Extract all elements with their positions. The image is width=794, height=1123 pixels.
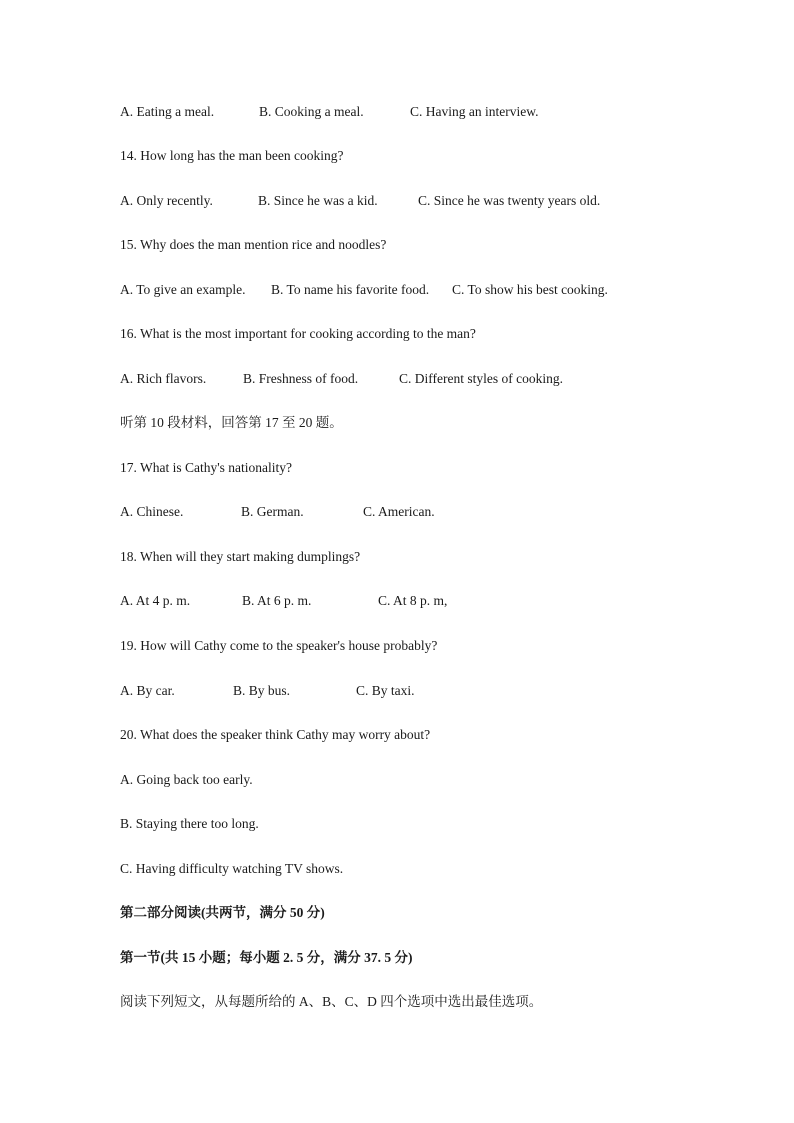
q18-option-a: A. At 4 p. m.: [120, 593, 191, 608]
q14-option-a: A. Only recently.: [120, 193, 213, 208]
q19-option-a: A. By car.: [120, 683, 175, 698]
q16-question: 16. What is the most important for cooking according to the man?: [120, 326, 476, 341]
q15-option-a: A. To give an example.: [120, 282, 246, 297]
q20-option-a: A. Going back too early.: [120, 772, 253, 787]
q17-option-a: A. Chinese.: [120, 504, 184, 519]
q19-option-c: C. By taxi.: [356, 683, 415, 698]
q15-question: 15. Why does the man mention rice and noodles?: [120, 237, 387, 252]
q17-option-b: B. German.: [241, 504, 304, 519]
q14-option-c: C. Since he was twenty years old.: [418, 193, 601, 208]
q19-question: 19. How will Cathy come to the speaker's house probably?: [120, 638, 438, 653]
q20-question: 20. What does the speaker think Cathy may worry about?: [120, 727, 431, 742]
q19-option-b: B. By bus.: [233, 683, 291, 698]
q15-option-b: B. To name his favorite food.: [271, 282, 430, 297]
q18-option-c: C. At 8 p. m,: [378, 593, 448, 608]
q13-option-c: C. Having an interview.: [410, 104, 539, 119]
reading-instruction: 阅读下列短文，从每题所给的 A、B、C、D 四个选项中选出最佳选项。: [120, 994, 543, 1009]
q13-option-b: B. Cooking a meal.: [259, 104, 364, 119]
section-10-instruction: 听第 10 段材料，回答第 17 至 20 题。: [120, 415, 343, 430]
section-1-heading: 第一节(共 15 小题；每小题 2. 5 分，满分 37. 5 分): [120, 950, 413, 965]
q16-option-a: A. Rich flavors.: [120, 371, 207, 386]
q17-option-c: C. American.: [363, 504, 435, 519]
q18-option-b: B. At 6 p. m.: [242, 593, 312, 608]
q16-option-c: C. Different styles of cooking.: [399, 371, 563, 386]
q16-option-b: B. Freshness of food.: [243, 371, 359, 386]
q20-option-c: C. Having difficulty watching TV shows.: [120, 861, 344, 876]
part-2-heading: 第二部分阅读(共两节，满分 50 分): [120, 905, 325, 920]
q14-option-b: B. Since he was a kid.: [258, 193, 378, 208]
q20-option-b: B. Staying there too long.: [120, 816, 259, 831]
q15-option-c: C. To show his best cooking.: [452, 282, 608, 297]
q13-option-a: A. Eating a meal.: [120, 104, 215, 119]
q14-question: 14. How long has the man been cooking?: [120, 148, 344, 163]
q17-question: 17. What is Cathy's nationality?: [120, 460, 293, 475]
q18-question: 18. When will they start making dumplings?: [120, 549, 361, 564]
